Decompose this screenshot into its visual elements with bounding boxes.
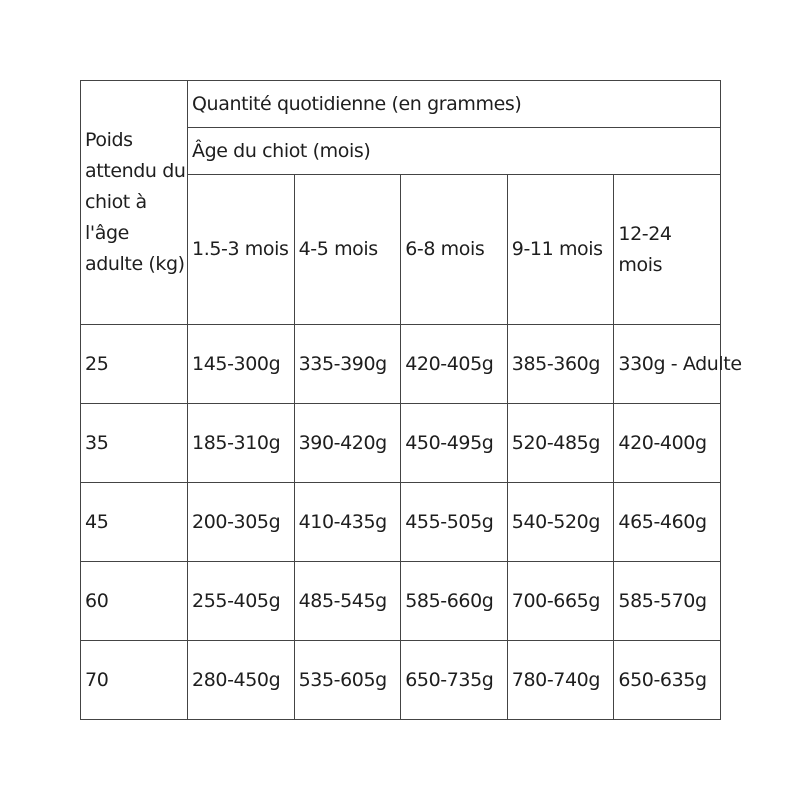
quantity-cell: 385-360g (507, 325, 614, 404)
quantity-cell: 200-305g (188, 483, 295, 562)
quantity-cell: 700-665g (507, 562, 614, 641)
weight-cell: 25 (81, 325, 188, 404)
quantity-cell: 185-310g (188, 404, 295, 483)
quantity-cell: 650-635g (614, 641, 721, 720)
row-header-weight: Poids attendu du chiot à l'âge adulte (kg) (81, 81, 188, 325)
quantity-cell: 485-545g (294, 562, 401, 641)
quantity-cell: 420-405g (401, 325, 508, 404)
quantity-cell: 585-660g (401, 562, 508, 641)
table-row (81, 325, 721, 404)
quantity-cell: 410-435g (294, 483, 401, 562)
weight-cell: 70 (81, 641, 188, 720)
weight-cell: 60 (81, 562, 188, 641)
weight-cell: 45 (81, 483, 188, 562)
table-row (81, 483, 721, 562)
quantity-cell: 280-450g (188, 641, 295, 720)
weight-cell: 35 (81, 404, 188, 483)
quantity-cell: 520-485g (507, 404, 614, 483)
quantity-cell: 145-300g (188, 325, 295, 404)
table-row (81, 641, 721, 720)
quantity-cell: 390-420g (294, 404, 401, 483)
quantity-cell: 335-390g (294, 325, 401, 404)
column-header: 1.5-3 mois (188, 175, 295, 325)
table-row (81, 404, 721, 483)
quantity-cell: 330g - Adulte (614, 325, 721, 404)
quantity-cell: 650-735g (401, 641, 508, 720)
sub-header-age: Âge du chiot (mois) (188, 128, 721, 175)
column-header: 4-5 mois (294, 175, 401, 325)
quantity-cell: 450-495g (401, 404, 508, 483)
column-header: 9-11 mois (507, 175, 614, 325)
quantity-cell: 780-740g (507, 641, 614, 720)
column-header: 12-24 mois (614, 175, 721, 325)
quantity-cell: 455-505g (401, 483, 508, 562)
table-row (81, 562, 721, 641)
group-header-quantity: Quantité quotidienne (en grammes) (188, 81, 721, 128)
quantity-cell: 535-605g (294, 641, 401, 720)
feeding-table (80, 80, 742, 720)
quantity-cell: 255-405g (188, 562, 295, 641)
column-header: 6-8 mois (401, 175, 508, 325)
quantity-cell: 540-520g (507, 483, 614, 562)
quantity-cell: 465-460g (614, 483, 721, 562)
quantity-cell: 585-570g (614, 562, 721, 641)
quantity-cell: 420-400g (614, 404, 721, 483)
